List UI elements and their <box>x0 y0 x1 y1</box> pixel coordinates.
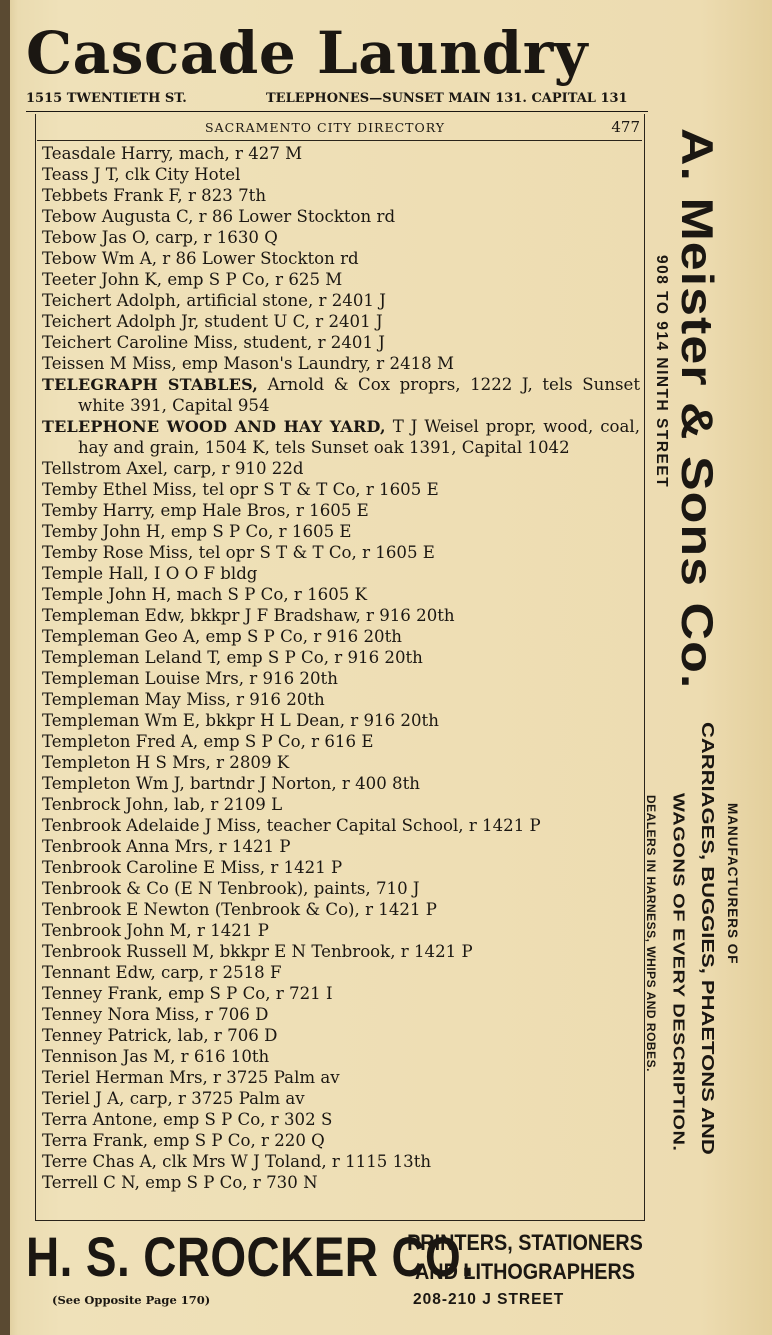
directory-entry <box>42 668 640 689</box>
entry-text: Tenbrook John M, r 1421 P <box>42 921 269 940</box>
entry-business-name: TELEGRAPH STABLES, <box>42 375 259 394</box>
entry-text: Templeman May Miss, r 916 20th <box>42 690 325 709</box>
entry-text: Tebow Jas O, carp, r 1630 Q <box>42 228 278 247</box>
entry-text: Temby Harry, emp Hale Bros, r 1605 E <box>42 501 369 520</box>
directory-entry <box>42 500 640 521</box>
entry-text: Tenbrook Anna Mrs, r 1421 P <box>42 837 291 856</box>
running-head-title: SACRAMENTO CITY DIRECTORY <box>205 120 446 135</box>
directory-entry <box>42 815 640 836</box>
directory-entry <box>42 1025 640 1046</box>
entry-text: T J Weisel propr, wood, coal, hay and grain, 1504 K, tels Sunset oak 1391, Capital 1042 <box>78 417 640 457</box>
entry-text: Templeman Wm E, bkkpr H L Dean, r 916 20th <box>42 711 439 730</box>
entry-business-name: TELEPHONE WOOD AND HAY YARD, <box>42 417 386 436</box>
entry-text: Templeton Fred A, emp S P Co, r 616 E <box>42 732 374 751</box>
directory-entry <box>42 689 640 710</box>
entry-text: Teriel Herman Mrs, r 3725 Palm av <box>42 1068 340 1087</box>
entry-text: Teissen M Miss, emp Mason's Laundry, r 2418 M <box>42 354 455 373</box>
entry-text: Temby Rose Miss, tel opr S T & T Co, r 1605 E <box>42 543 435 562</box>
directory-entry <box>42 353 640 374</box>
entry-text: Terrell C N, emp S P Co, r 730 N <box>42 1173 318 1192</box>
directory-entry <box>42 1067 640 1088</box>
directory-entry <box>42 773 640 794</box>
header-ad-title: Cascade Laundry <box>26 19 588 87</box>
directory-entry <box>42 269 640 290</box>
directory-entry <box>42 941 640 962</box>
directory-entry <box>42 1004 640 1025</box>
footer-ad-note: (See Opposite Page 170) <box>52 1293 211 1307</box>
directory-entry <box>42 857 640 878</box>
directory-entry <box>42 899 640 920</box>
entry-text: Tennison Jas M, r 616 10th <box>42 1047 270 1066</box>
directory-entry <box>42 185 640 206</box>
side-ad-name: A. Meister & Sons Co. <box>671 128 721 690</box>
directory-entry <box>42 206 640 227</box>
entry-text: Templeman Geo A, emp S P Co, r 916 20th <box>42 627 402 646</box>
side-ad-address: 908 TO 914 NINTH STREET <box>653 255 670 489</box>
entry-text: Tenbrook Russell M, bkkpr E N Tenbrook, r 1421 P <box>42 942 473 961</box>
entry-text: Templeman Leland T, emp S P Co, r 916 20th <box>42 648 423 667</box>
entry-text: Temby John H, emp S P Co, r 1605 E <box>42 522 352 541</box>
directory-entry <box>42 1172 640 1193</box>
entry-text: Teeter John K, emp S P Co, r 625 M <box>42 270 343 289</box>
directory-entry <box>42 290 640 311</box>
entry-text: Tebow Wm A, r 86 Lower Stockton rd <box>42 249 359 268</box>
side-ad-line3: WAGONS OF EVERY DESCRIPTION. <box>669 793 687 1152</box>
entry-text: Tenbrook Caroline E Miss, r 1421 P <box>42 858 343 877</box>
footer-ad-address: 208-210 J STREET <box>413 1291 565 1308</box>
entry-text: Tenbrook Adelaide J Miss, teacher Capital School, r 1421 P <box>42 816 541 835</box>
directory-entry <box>42 164 640 185</box>
entry-text: Tenbrook E Newton (Tenbrook & Co), r 1421 P <box>42 900 437 919</box>
directory-entry <box>42 1046 640 1067</box>
entry-text: Templeman Edw, bkkpr J F Bradshaw, r 916 20th <box>42 606 455 625</box>
entry-text: Temple John H, mach S P Co, r 1605 K <box>42 585 367 604</box>
directory-entry <box>42 479 640 500</box>
directory-entry <box>42 584 640 605</box>
directory-listings <box>42 143 640 1193</box>
entry-text: Templeton Wm J, bartndr J Norton, r 400 8th <box>42 774 420 793</box>
directory-entry <box>42 416 640 458</box>
directory-entry <box>42 563 640 584</box>
entry-text: Tenney Nora Miss, r 706 D <box>42 1005 269 1024</box>
entry-text: Tebow Augusta C, r 86 Lower Stockton rd <box>42 207 396 226</box>
directory-entry <box>42 521 640 542</box>
directory-entry <box>42 542 640 563</box>
entry-text: Tenney Frank, emp S P Co, r 721 I <box>42 984 333 1003</box>
entry-text: Terra Antone, emp S P Co, r 302 S <box>42 1110 333 1129</box>
entry-text: Teriel J A, carp, r 3725 Palm av <box>42 1089 305 1108</box>
footer-ad-name: H. S. CROCKER CO. <box>26 1225 475 1288</box>
directory-entry <box>42 332 640 353</box>
header-ad-subline <box>26 89 676 109</box>
directory-entry <box>42 227 640 248</box>
entry-text: Tenney Patrick, lab, r 706 D <box>42 1026 278 1045</box>
directory-entry <box>42 311 640 332</box>
page-number: 477 <box>611 118 640 136</box>
entry-text: Temple Hall, I O O F bldg <box>42 564 258 583</box>
directory-entry <box>42 836 640 857</box>
entry-text: Teasdale Harry, mach, r 427 M <box>42 144 303 163</box>
side-ad-line4: DEALERS IN HARNESS, WHIPS AND ROBES. <box>644 795 658 1072</box>
entry-text: Tellstrom Axel, carp, r 910 22d <box>42 459 304 478</box>
directory-entry <box>42 1130 640 1151</box>
directory-entry <box>42 374 640 416</box>
directory-entry <box>42 647 640 668</box>
footer-ad-line2: AND LITHOGRAPHERS <box>414 1259 635 1284</box>
entry-text: Tennant Edw, carp, r 2518 F <box>42 963 282 982</box>
directory-entry <box>42 794 640 815</box>
directory-entry <box>42 962 640 983</box>
directory-entry <box>42 983 640 1004</box>
entry-text: Temby Ethel Miss, tel opr S T & T Co, r 1605 E <box>42 480 439 499</box>
footer-ad-services <box>399 1228 651 1286</box>
entry-text: Teass J T, clk City Hotel <box>42 165 241 184</box>
entry-text: Terre Chas A, clk Mrs W J Toland, r 1115 13th <box>42 1152 432 1171</box>
entry-text: Arnold & Cox proprs, 1222 J, tels Sunset white 391, Capital 954 <box>78 375 640 415</box>
entry-text: Templeton H S Mrs, r 2809 K <box>42 753 290 772</box>
directory-entry <box>42 458 640 479</box>
entry-text: Tebbets Frank F, r 823 7th <box>42 186 267 205</box>
directory-entry <box>42 1109 640 1130</box>
footer-ad-line1: PRINTERS, STATIONERS <box>407 1230 643 1255</box>
side-ad-line2: CARRIAGES, BUGGIES, PHAETONS AND <box>698 722 718 1155</box>
entry-text: Tenbrock John, lab, r 2109 L <box>42 795 283 814</box>
entry-text: Teichert Adolph, artificial stone, r 2401 J <box>42 291 386 310</box>
directory-entry <box>42 626 640 647</box>
header-rule <box>26 111 648 112</box>
binding-gutter <box>0 0 10 1335</box>
directory-entry <box>42 605 640 626</box>
directory-entry <box>42 710 640 731</box>
directory-entry <box>42 248 640 269</box>
running-head-rule <box>37 140 642 141</box>
entry-text: Terra Frank, emp S P Co, r 220 Q <box>42 1131 325 1150</box>
header-ad-telephones: TELEPHONES—SUNSET MAIN 131. CAPITAL 131 <box>266 91 628 106</box>
side-ad-line1: MANUFACTURERS OF <box>725 803 740 965</box>
entry-text: Templeman Louise Mrs, r 916 20th <box>42 669 338 688</box>
directory-entry <box>42 1151 640 1172</box>
header-ad-address: 1515 TWENTIETH ST. <box>26 91 187 106</box>
entry-text: Teichert Adolph Jr, student U C, r 2401 J <box>42 312 383 331</box>
entry-text: Teichert Caroline Miss, student, r 2401 J <box>42 333 385 352</box>
directory-entry <box>42 752 640 773</box>
directory-entry <box>42 1088 640 1109</box>
running-head <box>37 116 642 138</box>
directory-entry <box>42 920 640 941</box>
directory-entry <box>42 878 640 899</box>
directory-entry <box>42 731 640 752</box>
entry-text: Tenbrook & Co (E N Tenbrook), paints, 710 J <box>42 879 420 898</box>
directory-entry <box>42 143 640 164</box>
